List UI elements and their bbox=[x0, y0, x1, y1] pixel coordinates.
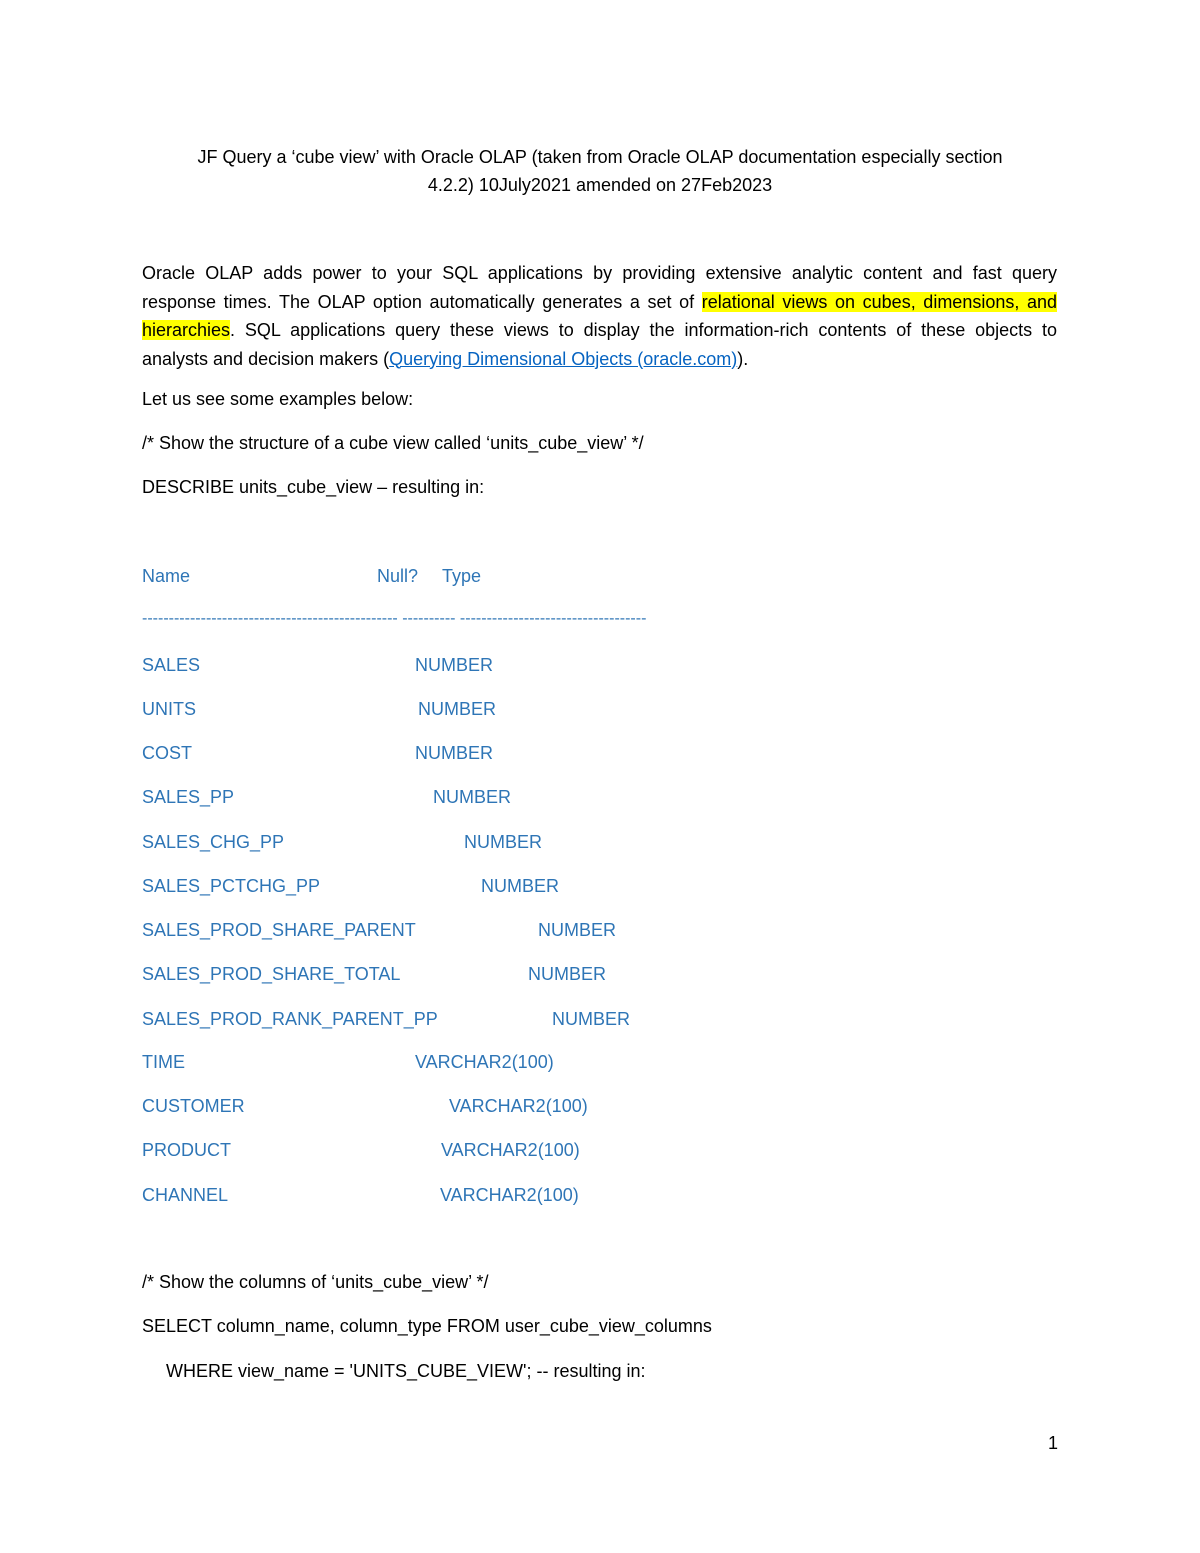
column-header-type: Type bbox=[442, 566, 482, 586]
intro-paragraph bbox=[142, 259, 1057, 373]
row-type: NUMBER bbox=[433, 787, 512, 807]
document-title bbox=[142, 143, 1058, 199]
row-type: NUMBER bbox=[464, 832, 543, 852]
describe-comment: /* Show the structure of a cube view called ‘units_cube_view’ */ bbox=[142, 433, 644, 453]
row-name: UNITS bbox=[142, 699, 196, 719]
row-type: VARCHAR2(100) bbox=[415, 1052, 554, 1072]
columns-comment: /* Show the columns of ‘units_cube_view’ */ bbox=[142, 1272, 489, 1292]
row-type: NUMBER bbox=[481, 876, 560, 896]
select-statement: SELECT column_name, column_type FROM user_cube_view_columns bbox=[142, 1316, 712, 1336]
oracle-docs-link[interactable]: Querying Dimensional Objects (oracle.com) bbox=[389, 348, 738, 369]
intro-text: Oracle OLAP adds power to your SQL applications by providing extensive analytic content and fast query response times. The OLAP option automatically generates a set of bbox=[142, 263, 1057, 312]
row-name: SALES bbox=[142, 655, 201, 675]
highlighted-phrase: relational views on cubes, dimensions, and hierarchies bbox=[142, 291, 1057, 340]
title-line-2: 4.2.2) 10July2021 amended on 27Feb2023 bbox=[427, 175, 773, 195]
intro-closing: ). bbox=[737, 348, 749, 369]
row-name: SALES_CHG_PP bbox=[142, 832, 285, 852]
row-type: VARCHAR2(100) bbox=[449, 1096, 588, 1116]
row-name: CUSTOMER bbox=[142, 1096, 245, 1116]
row-type: VARCHAR2(100) bbox=[441, 1140, 580, 1160]
describe-command: DESCRIBE units_cube_view – resulting in: bbox=[142, 477, 485, 497]
header-rule: ------------------------------------------------ ---------- ----------------------------------- bbox=[142, 610, 647, 627]
page-number: 1 bbox=[1047, 1433, 1058, 1453]
row-name: SALES_PCTCHG_PP bbox=[142, 876, 321, 896]
row-type: NUMBER bbox=[415, 743, 494, 763]
row-name: SALES_PROD_RANK_PARENT_PP bbox=[142, 1009, 438, 1029]
row-type: NUMBER bbox=[418, 699, 497, 719]
row-name: SALES_PROD_SHARE_PARENT bbox=[142, 920, 416, 940]
column-header-null: Null? bbox=[377, 566, 419, 586]
row-type: NUMBER bbox=[538, 920, 617, 940]
column-header-name: Name bbox=[142, 566, 191, 586]
intro-text-continued: . SQL applications query these views to display the information-rich contents of these objects to analysts and decision makers ( bbox=[142, 320, 1057, 369]
row-name: SALES_PROD_SHARE_TOTAL bbox=[142, 964, 401, 984]
where-clause: WHERE view_name = 'UNITS_CUBE_VIEW'; -- resulting in: bbox=[166, 1361, 646, 1381]
row-name: COST bbox=[142, 743, 193, 763]
row-name: CHANNEL bbox=[142, 1185, 229, 1205]
row-name: SALES_PP bbox=[142, 787, 235, 807]
title-line-1: JF Query a ‘cube view’ with Oracle OLAP (taken from Oracle OLAP documentation especially section bbox=[197, 147, 1003, 167]
examples-intro: Let us see some examples below: bbox=[142, 389, 414, 409]
row-name: TIME bbox=[142, 1052, 185, 1072]
row-type: NUMBER bbox=[552, 1009, 631, 1029]
row-type: NUMBER bbox=[528, 964, 607, 984]
row-name: PRODUCT bbox=[142, 1140, 231, 1160]
row-type: VARCHAR2(100) bbox=[440, 1185, 579, 1205]
row-type: NUMBER bbox=[415, 655, 494, 675]
